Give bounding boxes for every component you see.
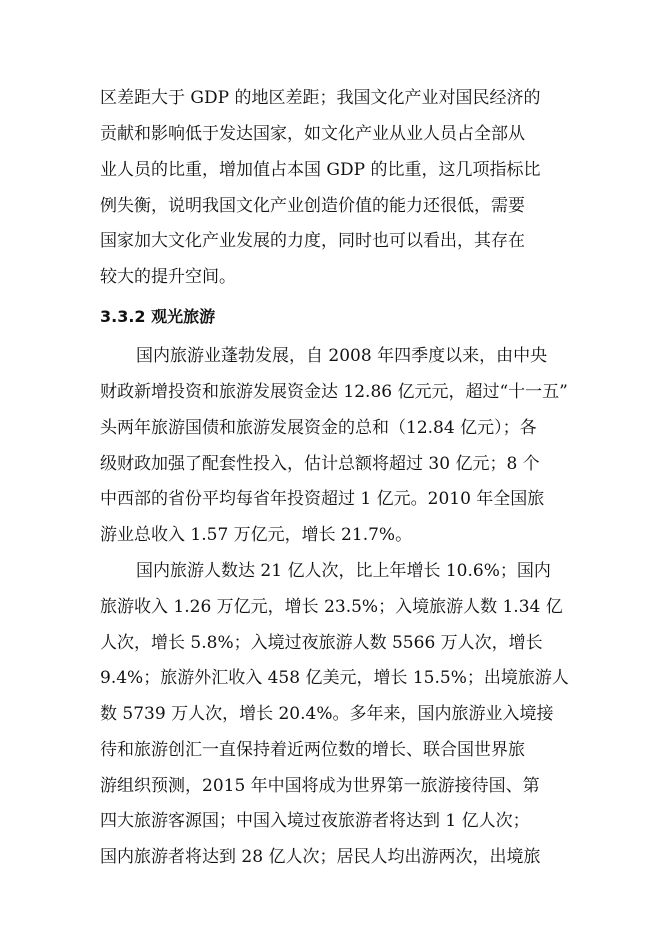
paragraph-line: 9.4%；旅游外汇收入 458 亿美元，增长 15.5%；出境旅游人 <box>100 668 569 688</box>
paragraph-line: 国家加大文化产业发展的力度，同时也可以看出，其存在 <box>100 231 525 251</box>
paragraph-line: 中西部的省份平均每省年投资超过 1 亿元。2010 年全国旅 <box>100 489 545 509</box>
paragraph-line: 财政新增投资和旅游发展资金达 12.86 亿元元，超过“十一五” <box>100 382 568 402</box>
paragraph-line: 四大旅游客源国；中国入境过夜旅游者将达到 1 亿人次； <box>100 811 530 831</box>
paragraph-line: 国内旅游业蓬勃发展，自 2008 年四季度以来，由中央 <box>136 346 548 366</box>
section-heading: 3.3.2 观光旅游 <box>100 307 216 326</box>
paragraph-line: 待和旅游创汇一直保持着近两位数的增长、联合国世界旅 <box>100 740 525 760</box>
paragraph-line: 游业总收入 1.57 万亿元，增长 21.7%。 <box>100 525 413 545</box>
paragraph-line: 例失衡，说明我国文化产业创造价值的能力还很低，需要 <box>100 196 525 216</box>
paragraph-line: 头两年旅游国债和旅游发展资金的总和（12.84 亿元）；各 <box>100 418 537 438</box>
paragraph-line: 较大的提升空间。 <box>100 267 236 287</box>
paragraph-line: 数 5739 万人次，增长 20.4%。多年来，国内旅游业入境接 <box>100 704 554 724</box>
paragraph-line: 区差距大于 GDP 的地区差距；我国文化产业对国民经济的 <box>100 88 541 108</box>
paragraph-line: 国内旅游人数达 21 亿人次，比上年增长 10.6%；国内 <box>136 561 551 581</box>
paragraph-line: 级财政加强了配套性投入，估计总额将超过 30 亿元；8 个 <box>100 454 540 474</box>
paragraph-line: 旅游收入 1.26 万亿元，增长 23.5%；入境旅游人数 1.34 亿 <box>100 597 563 617</box>
paragraph-line: 国内旅游者将达到 28 亿人次；居民人均出游两次，出境旅 <box>100 847 541 867</box>
paragraph-line: 贡献和影响低于发达国家，如文化产业从业人员占全部从 <box>100 124 525 144</box>
paragraph-line: 游组织预测，2015 年中国将成为世界第一旅游接待国、第 <box>100 776 540 796</box>
paragraph-line: 业人员的比重，增加值占本国 GDP 的比重，这几项指标比 <box>100 160 541 180</box>
paragraph-line: 人次，增长 5.8%；入境过夜旅游人数 5566 万人次，增长 <box>100 633 543 653</box>
